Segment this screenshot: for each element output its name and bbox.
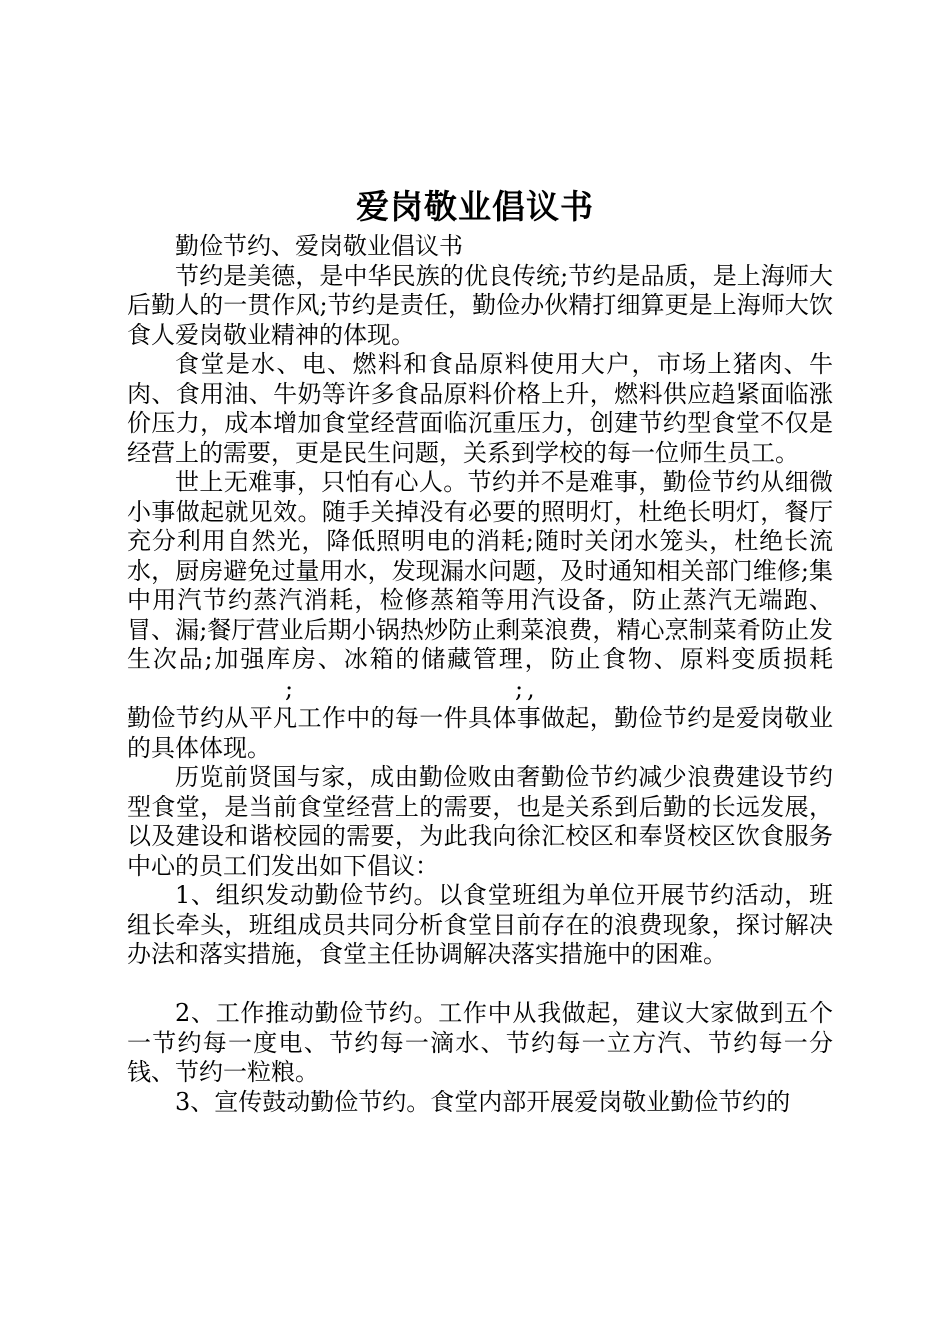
paragraph-1: 节约是美德，是中华民族的优良传统;节约是品质，是上海师大后勤人的一贯作风;节约是责任，勤俭办伙精打细算更是上海师大饮食人爱岗敬业精神的体现。 bbox=[127, 261, 833, 349]
paragraph-3-punct bbox=[127, 675, 597, 705]
paragraph-3-text: 世上无难事，只怕有心人。节约并不是难事，勤俭节约从细微小事做起就见效。随手关掉没有必要的照明灯，杜绝长明灯，餐厅充分利用自然光，降低照明电的消耗;随时关闭水笼头，杜绝长流水，厨房避免过量用水，发现漏水问题，及时通知相关部门维修;集中用汽节约蒸汽消耗，检修蒸箱等用汽设备，防止蒸汽无端跑、冒、漏;餐厅营业后期小锅热炒防止剩菜浪费，精心烹制菜肴防止发生次品;加强库房、冰箱的储藏管理，防止食物、原料变质损耗 bbox=[127, 468, 833, 673]
paragraph-5: 历览前贤国与家，成由勤俭败由奢勤俭节约减少浪费建设节约型食堂，是当前食堂经营上的需要，也是关系到后勤的长远发展，以及建设和谐校园的需要，为此我向徐汇校区和奉贤校区饮食服务中心的员工们发出如下倡议： bbox=[127, 763, 833, 880]
paragraph-3 bbox=[127, 468, 833, 704]
paragraph-7: 2、工作推动勤俭节约。工作中从我做起，建议大家做到五个一节约每一度电、节约每一滴水、节约每一立方汽、节约每一分钱、节约一粒粮。 bbox=[127, 999, 833, 1086]
comma-mark: , bbox=[527, 674, 535, 703]
document-title: 爱岗敬业倡议书 bbox=[356, 187, 594, 226]
paragraph-8: 3、宣传鼓动勤俭节约。食堂内部开展爱岗敬业勤俭节约的 bbox=[175, 1087, 791, 1116]
paragraph-2: 食堂是水、电、燃料和食品原料使用大户，市场上猪肉、牛肉、食用油、牛奶等许多食品原料价格上升，燃料供应趋紧面临涨价压力，成本增加食堂经营面临沉重压力，创建节约型食堂不仅是经营上的需要，更是民生问题，关系到学校的每一位师生员工。 bbox=[127, 350, 833, 467]
paragraph-6: 1、组织发动勤俭节约。以食堂班组为单位开展节约活动，班组长牵头，班组成员共同分析食堂目前存在的浪费现象，探讨解决办法和落实措施，食堂主任协调解决落实措施中的困难。 bbox=[127, 881, 833, 968]
document-body bbox=[127, 232, 833, 1117]
semicolon-a: ; bbox=[285, 674, 294, 703]
paragraph-4: 勤俭节约从平凡工作中的每一件具体事做起，勤俭节约是爱岗敬业的具体体现。 bbox=[127, 704, 833, 762]
subtitle-line: 勤俭节约、爱岗敬业倡议书 bbox=[175, 232, 463, 260]
semicolon-b: ; bbox=[515, 674, 524, 703]
